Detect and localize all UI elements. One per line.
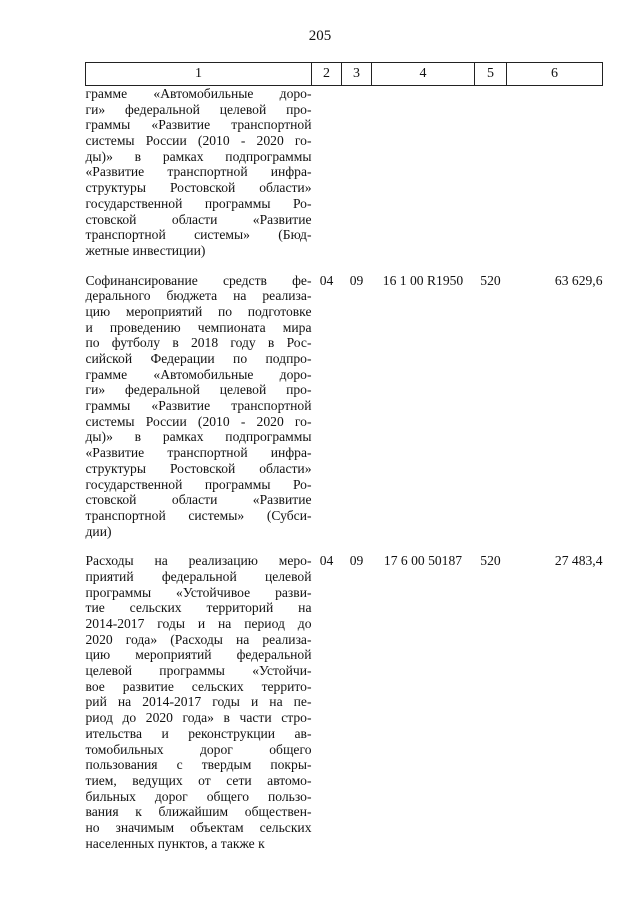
description-line: по футболу в 2018 году в Рос- bbox=[85, 335, 312, 351]
description-line: вое развитие сельских террито- bbox=[85, 678, 312, 694]
description-line: и проведению чемпионата мира bbox=[85, 319, 312, 335]
description-line: населенных пунктов, а также к bbox=[85, 835, 265, 851]
description-line: государственной программы Ро- bbox=[85, 476, 312, 492]
description-line: грамме «Автомобильные доро- bbox=[85, 86, 312, 101]
cell-col5 bbox=[475, 86, 507, 259]
header-col-3: 3 bbox=[342, 63, 372, 86]
row-description bbox=[86, 273, 312, 540]
header-col-6: 6 bbox=[507, 63, 603, 86]
description-line: тие сельских территорий на bbox=[85, 600, 312, 616]
description-line: структуры Ростовской области» bbox=[85, 460, 312, 476]
description-line: вания к ближайшим обществен- bbox=[85, 804, 312, 820]
description-line: стовской области «Развитие bbox=[85, 211, 312, 227]
description-line: томобильных дорог общего bbox=[85, 741, 312, 757]
description-line: но значимым объектам сельских bbox=[85, 819, 312, 835]
description-line: дерального бюджета на реализа- bbox=[85, 288, 312, 304]
description-line: Расходы на реализацию меро- bbox=[85, 553, 312, 569]
description-line: государственной программы Ро- bbox=[85, 195, 312, 211]
row-description bbox=[86, 553, 312, 851]
description-line: системы России (2010 - 2020 го- bbox=[85, 133, 312, 149]
table-header-row bbox=[86, 63, 603, 86]
description-line: 2014-2017 годы и на период до bbox=[85, 616, 312, 631]
cell-col4: 17 6 00 50187 bbox=[383, 553, 463, 569]
row-spacer bbox=[86, 539, 603, 553]
cell-col3: 09 bbox=[349, 553, 364, 569]
cell-col6: 63 629,6 bbox=[554, 272, 603, 288]
description-line: сийской Федерации по подпро- bbox=[85, 351, 312, 366]
description-line: тием, ведущих от сети автомо- bbox=[85, 772, 312, 788]
description-line: системы России (2010 - 2020 го- bbox=[85, 413, 312, 429]
cell-col4: 16 1 00 R1950 bbox=[382, 272, 464, 288]
table-row bbox=[86, 86, 603, 259]
header-col-4: 4 bbox=[372, 63, 475, 86]
description-line: жетные инвестиции) bbox=[85, 242, 206, 258]
description-line: пользования с твердым покры- bbox=[85, 757, 312, 773]
cell-col4 bbox=[372, 86, 475, 259]
description-line: транспортной системы» (Бюд- bbox=[85, 227, 312, 243]
description-line: дии) bbox=[85, 523, 112, 539]
description-line: ги» федеральной целевой про- bbox=[85, 382, 312, 398]
cell-col2: 04 bbox=[319, 553, 334, 569]
description-line: приятий федеральной целевой bbox=[85, 568, 312, 584]
description-line: ды)» в рамках подпрограммы bbox=[85, 429, 312, 445]
description-line: рий на 2014-2017 годы и на пе- bbox=[85, 694, 312, 710]
row-spacer bbox=[86, 259, 603, 273]
cell-col3: 09 bbox=[349, 272, 364, 288]
budget-table bbox=[85, 62, 603, 851]
cell-col2: 04 bbox=[319, 272, 334, 288]
description-line: бильных дорог общего пользо- bbox=[85, 788, 312, 804]
description-line: цию мероприятий по подготовке bbox=[85, 303, 312, 319]
description-line: «Развитие транспортной инфра- bbox=[85, 445, 312, 461]
cell-col6 bbox=[507, 86, 603, 259]
spacer-cell bbox=[86, 259, 603, 273]
description-line: ительства и реконструкции ав- bbox=[85, 725, 312, 741]
description-line: ги» федеральной целевой про- bbox=[85, 101, 312, 117]
description-line: 2020 года» (Расходы на реализа- bbox=[85, 631, 312, 647]
description-line: цию мероприятий федеральной bbox=[85, 647, 312, 663]
description-line: программы «Устойчивое разви- bbox=[85, 584, 312, 600]
table-row bbox=[86, 273, 603, 540]
description-line: «Развитие транспортной инфра- bbox=[85, 164, 312, 180]
description-line: целевой программы «Устойчи- bbox=[85, 663, 312, 679]
description-line: транспортной системы» (Субси- bbox=[85, 507, 312, 523]
cell-col5: 520 bbox=[480, 553, 501, 569]
cell-col5: 520 bbox=[480, 272, 501, 288]
description-line: ды)» в рамках подпрограммы bbox=[85, 148, 312, 164]
header-col-2: 2 bbox=[312, 63, 342, 86]
description-line: Софинансирование средств фе- bbox=[85, 272, 312, 288]
description-line: граммы «Развитие транспортной bbox=[85, 117, 312, 133]
table-row bbox=[86, 553, 603, 851]
description-line: грамме «Автомобильные доро- bbox=[85, 366, 312, 382]
header-col-1: 1 bbox=[86, 63, 312, 86]
spacer-cell bbox=[86, 539, 603, 553]
description-line: стовской области «Развитие bbox=[85, 492, 312, 508]
row-description bbox=[86, 86, 312, 259]
description-line: риод до 2020 года» в части стро- bbox=[85, 710, 312, 726]
header-col-5: 5 bbox=[475, 63, 507, 86]
page-number: 205 bbox=[308, 28, 332, 44]
description-line: граммы «Развитие транспортной bbox=[85, 398, 312, 414]
description-line: структуры Ростовской области» bbox=[85, 180, 312, 196]
cell-col3 bbox=[342, 86, 372, 259]
cell-col2 bbox=[312, 86, 342, 259]
cell-col6: 27 483,4 bbox=[554, 553, 603, 569]
